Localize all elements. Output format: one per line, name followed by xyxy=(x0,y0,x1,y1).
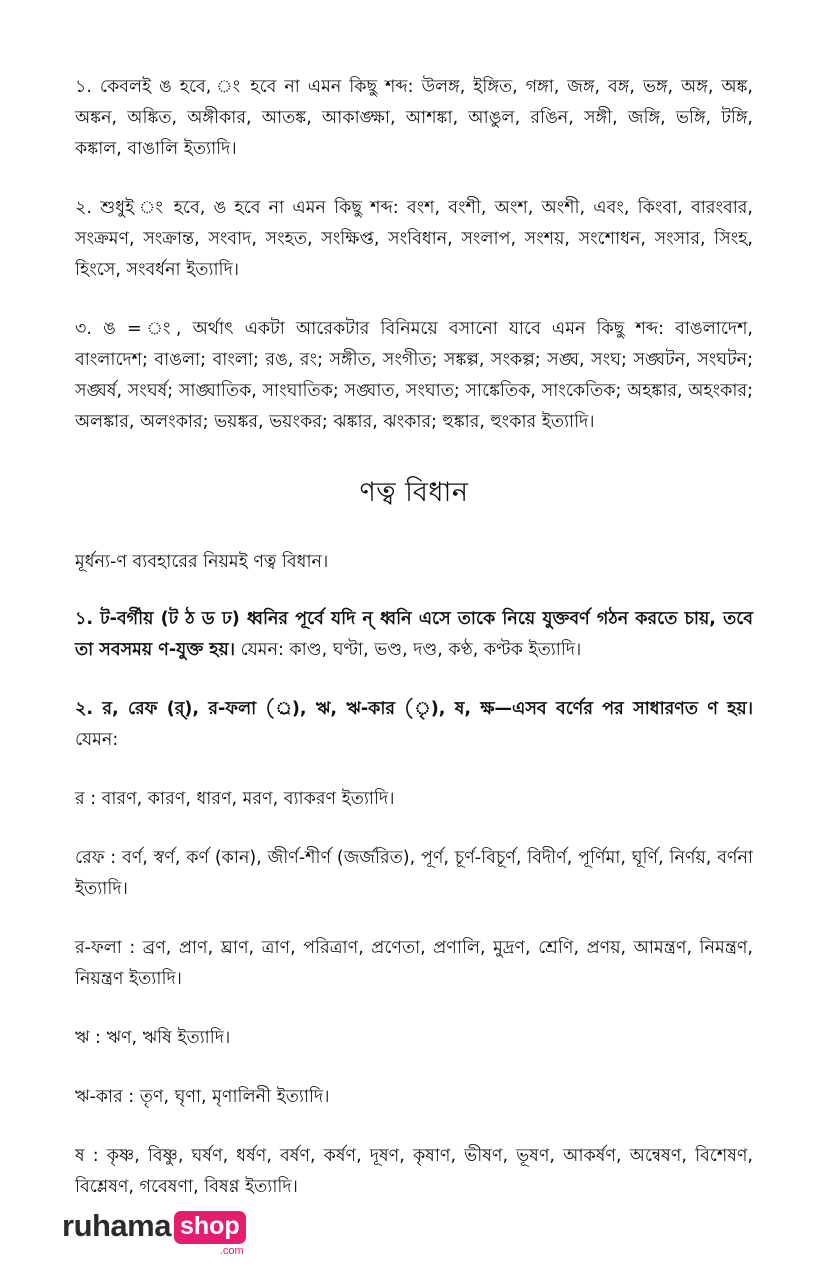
section-intro: মূর্ধন্য-ণ ব্যবহারের নিয়মই ণত্ব বিধান। xyxy=(75,552,329,572)
section-heading: ণত্ব বিধান xyxy=(359,477,469,508)
logo-ruhama-text: ruhama xyxy=(62,1208,171,1243)
logo-shop-group xyxy=(174,1208,246,1257)
rule-2 xyxy=(75,694,753,756)
example-ra: র : বারণ, কারণ, ধারণ, মরণ, ব্যাকরণ ইত্যাদি। xyxy=(75,789,395,809)
rule-2-examples: যেমন: xyxy=(75,730,119,750)
example-ri: ঋ : ঋণ, ঋষি ইত্যাদি। xyxy=(75,1028,231,1048)
example-ref: রেফ : বর্ণ, স্বর্ণ, কর্ণ (কান), জীর্ণ-শীর্ণ (জর্জরিত), পূর্ণ, চূর্ণ-বিচূর্ণ, বিদীর্ণ, পূর্ণিমা, ঘূর্ণি, নির্ণয়, বর্ণনা ইত্যাদি। xyxy=(75,848,753,899)
example-sha: ষ : কৃষ্ণ, বিষ্ণু, ঘর্ষণ, ধর্ষণ, বর্ষণ, কর্ষণ, দূষণ, কৃষাণ, ভীষণ, ভূষণ, আকর্ষণ, অন্বেষণ, বিশেষণ, বিশ্লেষণ, গবেষণা, বিষণ্ণ ইত্যাদি। xyxy=(75,1146,753,1197)
rule-1-bold: ১. ট-বর্গীয় (ট ঠ ড ঢ) ধ্বনির পূর্বে যদি ন্ ধ্বনি এসে তাকে নিয়ে যুক্তবর্ণ গঠন করতে চায়, তবে তা সবসময় ণ-যুক্ত হয়। xyxy=(75,609,753,660)
logo-dotcom-text: .com xyxy=(219,1245,244,1257)
example-rikar: ঋ-কার : তৃণ, ঘৃণা, মৃণালিনী ইত্যাদি। xyxy=(75,1087,330,1107)
paragraph-3: ৩. ঙ = ং, অর্থাৎ একটা আরেকটার বিনিময়ে বসানো যাবে এমন কিছু শব্দ: বাঙলাদেশ, বাংলাদেশ; বাঙলা; বাংলা; রঙ, রং; সঙ্গীত, সংগীত; সঙ্কল্প, সংকল্প; সঙ্ঘ, সংঘ; সঙ্ঘটন, সংঘটন; সঙ্ঘর্ষ, সংঘর্ষ; সাঙ্ঘাতিক, সাংঘাতিক; সঙ্ঘাত, সংঘাত; সাঙ্কেতিক, সাংকেতিক; অহঙ্কার, অহংকার; অলঙ্কার, অলংকার; ভয়ঙ্কর, ভয়ংকর; ঝঙ্কার, ঝংকার; হুঙ্কার, হুংকার ইত্যাদি। xyxy=(75,319,753,432)
rule-1 xyxy=(75,604,753,666)
logo-shop-badge: shop xyxy=(174,1211,246,1244)
rule-1-examples: যেমন: কাণ্ড, ঘণ্টা, ভণ্ড, দণ্ড, কণ্ঠ, কণ্টক ইত্যাদি। xyxy=(235,640,582,660)
ruhamashop-logo xyxy=(62,1208,246,1257)
paragraph-2: ২. শুধুই ং হবে, ঙ হবে না এমন কিছু শব্দ: বংশ, বংশী, অংশ, অংশী, এবং, কিংবা, বারংবার, সংক্রমণ, সংক্রান্ত, সংবাদ, সংহত, সংক্ষিপ্ত, সংবিধান, সংলাপ, সংশয়, সংশোধন, সংসার, সিংহ, হিংসে, সংবর্ধনা ইত্যাদি। xyxy=(75,198,753,280)
example-rafola: র-ফলা : ব্রণ, প্রাণ, ঘ্রাণ, ত্রাণ, পরিত্রাণ, প্রণেতা, প্রণালি, মুদ্রণ, শ্রেণি, প্রণয়, আমন্ত্রণ, নিমন্ত্রণ, নিয়ন্ত্রণ ইত্যাদি। xyxy=(75,938,753,989)
rule-2-bold: ২. র, রেফ (র্), র-ফলা (্র), ঋ, ঋ-কার (ৃ), ষ, ক্ষ—এসব বর্ণের পর সাধারণত ণ হয়। xyxy=(75,699,753,719)
paragraph-1: ১. কেবলই ঙ হবে, ং হবে না এমন কিছু শব্দ: উলঙ্গ, ইঙ্গিত, গঙ্গা, জঙ্গ, বঙ্গ, ভঙ্গ, অঙ্গ, অঙ্ক, অঙ্কন, অঙ্কিত, অঙ্গীকার, আতঙ্ক, আকাঙ্ক্ষা, আশঙ্কা, আঙুল, রঙিন, সঙ্গী, জঙ্গি, ভঙ্গি, টঙ্গি, কঙ্কাল, বাঙালি ইত্যাদি। xyxy=(75,77,753,159)
page-content xyxy=(75,72,753,1231)
